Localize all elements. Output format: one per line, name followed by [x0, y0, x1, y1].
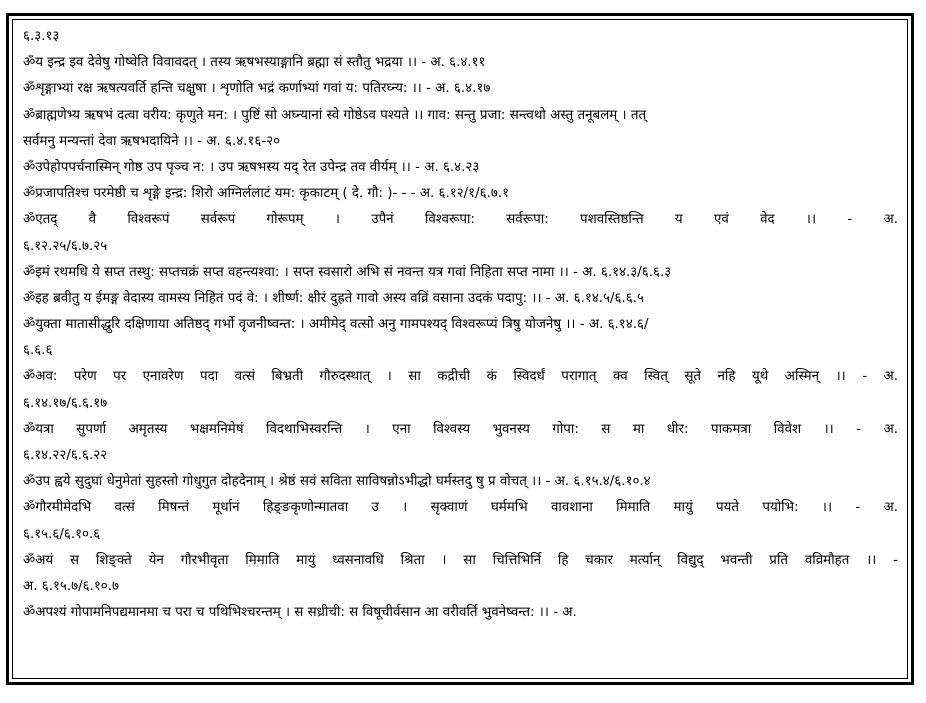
text-line: ॐब्राह्मणेभ्य ऋषभं दत्वा वरीय: कृणुते मन: । पुष्टिं सो अघ्न्यानां स्वे गोष्ठेऽव पश्यते ।। गाव: सन्तु प्रजा: सन्त्वथो अस्तु तनूबलम् । तत्: [23, 107, 647, 123]
text-line: ६.६.६: [23, 343, 53, 359]
text-line: ६.१२.२५/६.७.२५: [23, 238, 108, 254]
text-line: ॐअव: परेण पर एनावरेण पदा वत्सं बिभ्रती गौरुदस्थात् । सा कद्रीची कं स्विदर्धं परागात् क्व स्वित् सूते नहि यूथे अस्मिन् ।। - अ.: [23, 369, 898, 385]
text-line: अ. ६.१५.७/६.१०.७: [23, 578, 119, 594]
text-line: ॐगौरमीमेदभि वत्सं मिषन्तं मूर्धानं हिङ्ङकृणोन्मातवा उ । सृक्वाणं घर्ममभि वावशाना मिमाति मायुं पयते पयोभि: ।। - अ.: [23, 500, 898, 516]
text-line: ॐअयं स शिङ्क्ते येन गौरभीवृता मिमाति मायुं ध्वसनावधि श्रिता । सा चित्तिभिर्नि हि चकार मर्त्यान् विद्युद् भवन्ती प्रति वव्रिमौहत ।। -: [23, 552, 898, 568]
text-line: ॐइह ब्रवीतु य ईमङ्ग वेदास्य वामस्य निहितं पदं वे: । शीर्ष्ण: क्षीरं दुह्रते गावो अस्य वव्रिं वसाना उदकं पदापु: ।। - अ. ६.१४.५/६.६.५: [23, 290, 644, 306]
text-line: ६.३.१३: [23, 29, 60, 44]
text-line: ६.१४.१७/६.६.१७: [23, 395, 108, 411]
text-line: ६.१४.२२/६.६.२२: [23, 448, 108, 463]
text-line: ॐयुक्ता मातासीद्धुरि दक्षिणाया अतिष्ठद् गर्भो वृजनीष्वन्त: । अमीमेद् वत्सो अनु गामपश्यद् विश्वरूप्यं त्रिषु योजनेषु ।। - अ. ६.१४.६/: [23, 317, 649, 333]
text-line: ॐअपश्यं गोपामनिपद्यमानमा च परा च पथिभिश्चरन्तम् । स सध्रीची: स विषूचीर्वसान आ वरीवर्ति भुवनेष्वन्त: ।। - अ.: [23, 605, 577, 621]
document-frame: [6, 13, 914, 685]
text-line: ॐशृङ्गाभ्यां रक्ष ऋषत्यवर्ति हन्ति चक्षुषा । शृणोति भद्रं कर्णाभ्यां गवां य: पतिरघ्न्य: ।। - अ. ६.४.१७: [23, 81, 491, 97]
text-line: ॐउपेहोपपर्चनास्मिन् गोष्ठ उप पृञ्च न: । उप ऋषभस्य यद् रेत उपेन्द्र तव वीर्यम् ।। - अ. ६.४.२३: [23, 159, 480, 175]
text-line: ॐएतद् वै विश्वरूपं सर्वरूपं गोरूपम् । उपैनं विश्वरूपा: सर्वरूपा: पशवस्तिष्ठन्ति य एवं वेद ।। - अ.: [23, 212, 898, 228]
text-line: ॐप्रजापतिश्च परमेष्ठी च शृङ्गे इन्द्र: शिरो अग्निर्ललाटं यम: कृकाटम् ( दे. गौ: )- - - अ. ६.१२/१/६.७.१: [23, 186, 510, 202]
text-line: ॐउप ह्वये सुदुघां धेनुमेतां सुहस्तो गोधुगुत दोहदेनाम् । श्रेष्ठं सवं सविता साविषन्नोऽभीद्धो घर्मस्तदु षु प्र वोचत् ।। - अ. ६.१५.४/६.१०.४: [23, 474, 651, 490]
text-line: ॐयत्रा सुपर्णा अमृतस्य भक्षमनिमेषं विदथाभिस्वरन्ति । एना विश्वस्य भुवनस्य गोपा: स मा धीर: पाकमत्रा विवेश ।। - अ.: [23, 421, 898, 437]
text-line: ६.१५.६/६.१०.६: [23, 526, 101, 542]
text-line: सर्वमनु मन्यन्तां देवा ऋषभदायिने ।। - अ. ६.४.१६-२०: [23, 133, 281, 149]
document-body: [12, 19, 908, 679]
text-line: ॐइमं रथमधि ये सप्त तस्थु: सप्तचक्रं सप्त वहन्त्यश्वा: । सप्त स्वसारो अभि सं नवन्त यत्र गवां निहिता सप्त नामा ।। - अ. ६.१४.३/६.६.३: [23, 264, 672, 280]
text-line: ॐय इन्द्र इव देवेषु गोष्वेति विवावदत् । तस्य ऋषभस्याङ्गानि ब्रह्मा सं स्तौतु भद्रया ।। - अ. ६.४.११: [23, 55, 486, 71]
